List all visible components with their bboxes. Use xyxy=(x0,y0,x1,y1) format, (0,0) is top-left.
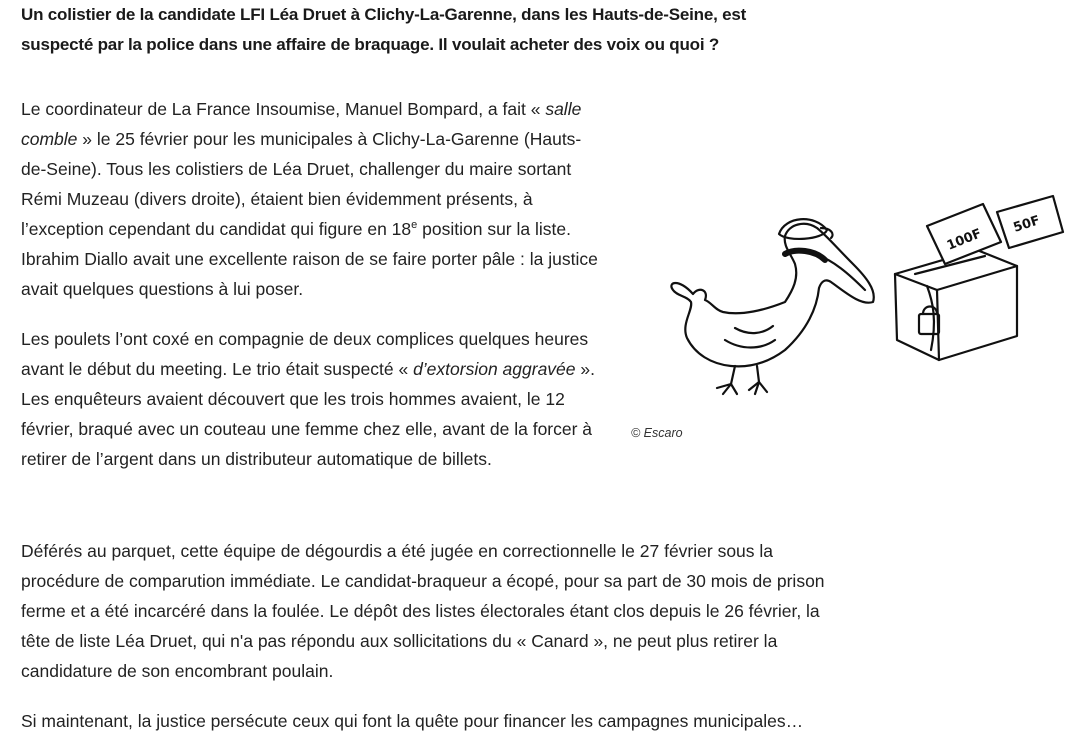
banknote-label-2: 50F xyxy=(1011,213,1042,236)
article-headline: Un colistier de la candidate LFI Léa Druet à Clichy-La-Garenne, dans les Hauts-de-Seine, est suspecté par la police dans une affaire de braquage. Il voulait acheter des voix ou quoi ? xyxy=(21,5,747,54)
article-paragraph-4 xyxy=(21,706,851,736)
p1-text-c: position sur la liste. Ibrahim Diallo avait une excellente raison de se faire porter pâle : la justice avait quelques questions à lui poser. xyxy=(21,219,598,299)
p2-text-b: ». Les enquêteurs avaient découvert que les trois hommes avaient, le 12 février, braqué avec un couteau une femme chez elle, avant de la forcer à retirer de l’argent dans un distributeur automatique de billets. xyxy=(21,359,595,469)
p2-text-a: Les poulets l’ont coxé en compagnie de deux complices quelques heures avant le début du meeting. Le trio était suspecté « xyxy=(21,329,589,379)
p1-superscript: e xyxy=(411,219,418,232)
duck-ballot-box-icon xyxy=(665,190,1065,410)
cartoon-illustration xyxy=(665,190,1065,410)
banknote-label-1: 100F xyxy=(944,226,984,254)
article-paragraph-2 xyxy=(21,324,601,474)
article-paragraph-3 xyxy=(21,536,841,686)
p1-text-a: Le coordinateur de La France Insoumise, Manuel Bompard, a fait « xyxy=(21,99,546,119)
article-paragraph-1 xyxy=(21,94,601,304)
p1-italic: salle comble xyxy=(21,99,582,149)
p1-text-b: » le 25 février pour les municipales à Clichy-La-Garenne (Hauts-de-Seine). Tous les colistiers de Léa Druet, challenger du maire sortant Rémi Muzeau (divers droite), étaient bien évidemment présents, à l’exception cependant du candidat qui figure en 18 xyxy=(21,129,582,239)
image-credit: © Escaro xyxy=(631,426,683,440)
p4-text: Si maintenant, la justice persécute ceux qui font la quête pour financer les campagnes municipales… xyxy=(21,711,804,731)
p2-italic: d’extorsion aggravée xyxy=(413,359,576,379)
p3-text: Déférés au parquet, cette équipe de dégourdis a été jugée en correctionnelle le 27 février sous la procédure de comparution immédiate. Le candidat-braqueur a écopé, pour sa part de 30 mois de prison ferme et a été incarcéré dans la foulée. Le dépôt des listes électorales étant clos depuis le 26 février, la tête de liste Léa Druet, qui n'a pas répondu aux sollicitations du « Canard », ne peut plus retirer la candidature de son encombrant poulain. xyxy=(21,541,825,681)
